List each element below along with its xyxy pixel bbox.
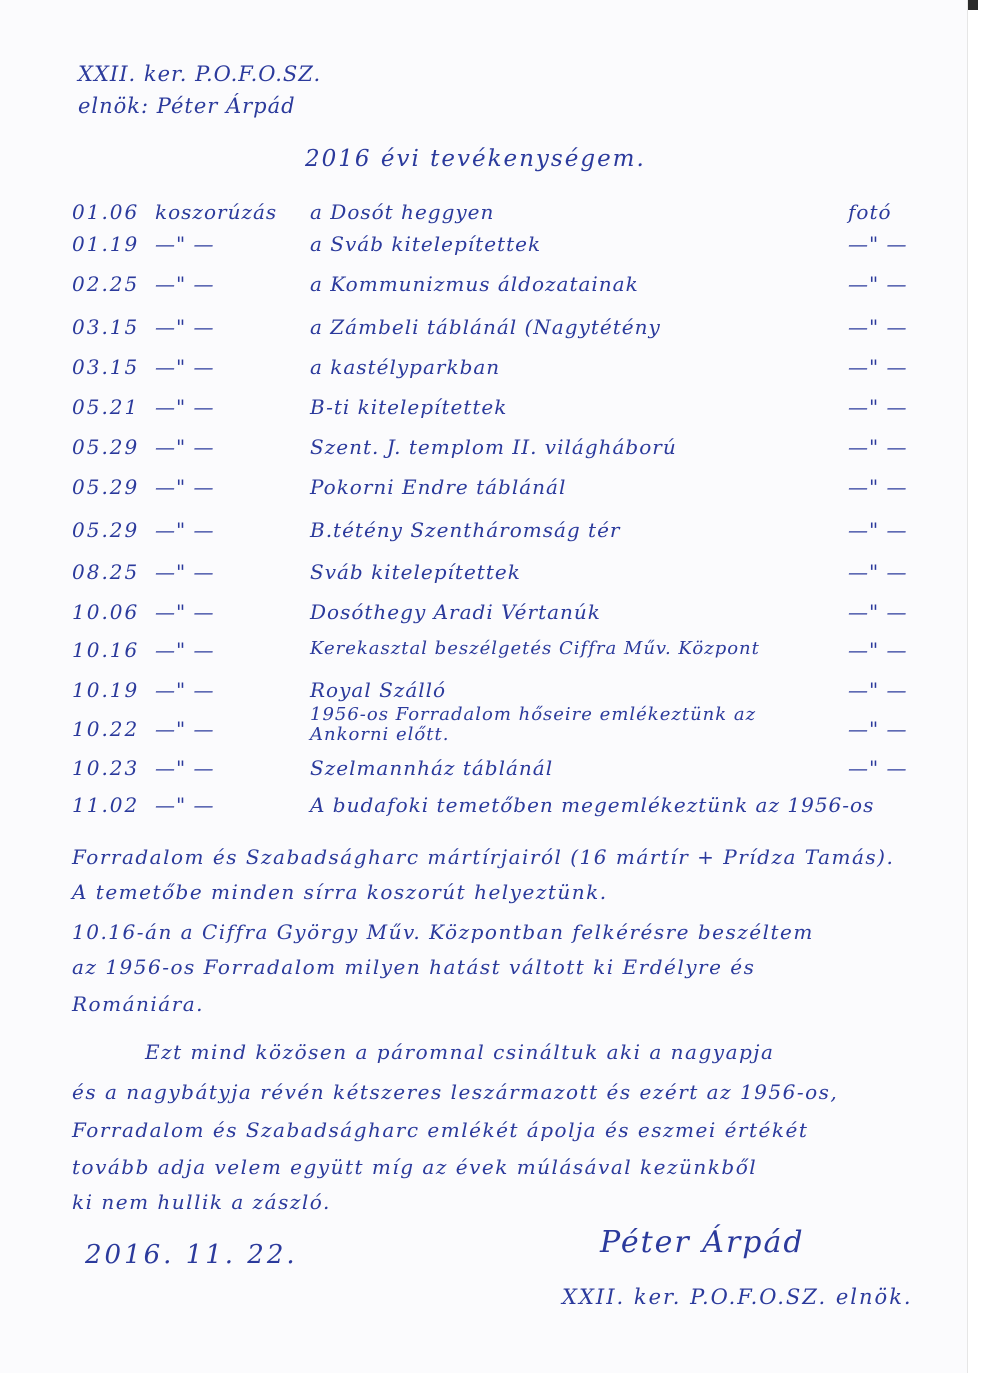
activity-description: Dosóthegy Aradi Vértanúk xyxy=(310,600,601,624)
activity-photo: —" — xyxy=(848,315,908,339)
activity-type: —" — xyxy=(155,315,215,339)
activity-row xyxy=(0,756,1000,796)
activity-date: 03.15 xyxy=(72,315,140,339)
activity-date: 10.19 xyxy=(72,678,140,702)
activity-type: —" — xyxy=(155,600,215,624)
body-line: Forradalom és Szabadságharc mártírjairól (16 mártír + Prídza Tamás). xyxy=(72,845,895,869)
activity-date: 10.06 xyxy=(72,600,140,624)
closing-line: ki nem hullik a zászló. xyxy=(72,1190,331,1214)
activity-description: Pokorni Endre táblánál xyxy=(310,475,567,499)
scan-corner-mark xyxy=(968,0,978,10)
document-title: 2016 évi tevékenységem. xyxy=(305,146,646,172)
activity-date: 05.29 xyxy=(72,475,140,499)
activity-row xyxy=(0,232,1000,272)
activity-date: 10.16 xyxy=(72,638,140,662)
activity-description: A budafoki temetőben megemlékeztünk az 1956-os xyxy=(310,793,875,817)
activity-type: —" — xyxy=(155,518,215,542)
activity-date: 05.29 xyxy=(72,435,140,459)
activity-row xyxy=(0,475,1000,515)
signature-title: XXII. ker. P.O.F.O.SZ. elnök. xyxy=(562,1285,913,1309)
activity-row xyxy=(0,705,1000,755)
activity-type: —" — xyxy=(155,793,215,817)
activity-description: Kerekasztal beszélgetés Ciffra Műv. Központ xyxy=(310,638,760,659)
activity-description: a kastélyparkban xyxy=(310,355,501,379)
activity-row xyxy=(0,435,1000,475)
activity-type: —" — xyxy=(155,560,215,584)
activity-photo: —" — xyxy=(848,756,908,780)
activity-date: 05.21 xyxy=(72,395,140,419)
activity-type: —" — xyxy=(155,435,215,459)
activity-row xyxy=(0,638,1000,678)
activity-row xyxy=(0,793,1000,833)
activity-date: 10.23 xyxy=(72,756,140,780)
activity-photo: —" — xyxy=(848,475,908,499)
activity-photo: fotó xyxy=(848,200,892,224)
activity-date: 01.19 xyxy=(72,232,140,256)
signature-name: Péter Árpád xyxy=(600,1225,805,1260)
body-line: Romániára. xyxy=(72,992,205,1016)
header-org: XXII. ker. P.O.F.O.SZ. xyxy=(78,62,322,86)
activity-type: —" — xyxy=(155,717,215,741)
activity-row xyxy=(0,600,1000,640)
activity-date: 08.25 xyxy=(72,560,140,584)
activity-date: 03.15 xyxy=(72,355,140,379)
activity-type: —" — xyxy=(155,272,215,296)
activity-row xyxy=(0,272,1000,312)
activity-date: 05.29 xyxy=(72,518,140,542)
activity-type: —" — xyxy=(155,395,215,419)
activity-photo: —" — xyxy=(848,272,908,296)
activity-row xyxy=(0,518,1000,558)
closing-line: Forradalom és Szabadságharc emlékét ápolja és eszmei értékét xyxy=(72,1118,809,1142)
activity-description: a Zámbeli táblánál (Nagytétény xyxy=(310,315,661,339)
activity-type: —" — xyxy=(155,756,215,780)
activity-photo: —" — xyxy=(848,717,908,741)
activity-row xyxy=(0,355,1000,395)
activity-row xyxy=(0,560,1000,600)
activity-description: Szent. J. templom II. világháború xyxy=(310,435,677,459)
activity-type: —" — xyxy=(155,355,215,379)
activity-description: Szelmannház táblánál xyxy=(310,756,554,780)
activity-description: Sváb kitelepítettek xyxy=(310,560,521,584)
activity-photo: —" — xyxy=(848,678,908,702)
activity-photo: —" — xyxy=(848,232,908,256)
activity-type: —" — xyxy=(155,232,215,256)
activity-photo: —" — xyxy=(848,518,908,542)
activity-row xyxy=(0,395,1000,435)
activity-description: a Sváb kitelepítettek xyxy=(310,232,542,256)
header-president: elnök: Péter Árpád xyxy=(78,94,296,118)
activity-type: —" — xyxy=(155,475,215,499)
activity-photo: —" — xyxy=(848,435,908,459)
activity-photo: —" — xyxy=(848,638,908,662)
activity-description: 1956-os Forradalom hőseire emlékeztünk az Ankorni előtt. xyxy=(310,704,757,745)
activity-description: Royal Szálló xyxy=(310,678,447,702)
activity-date: 01.06 xyxy=(72,200,140,224)
activity-date: 02.25 xyxy=(72,272,140,296)
activity-row xyxy=(0,315,1000,355)
activity-date: 11.02 xyxy=(72,793,140,817)
closing-line: Ezt mind közösen a páromnal csináltuk aki a nagyapja xyxy=(145,1040,775,1064)
activity-type: —" — xyxy=(155,678,215,702)
activity-photo: —" — xyxy=(848,600,908,624)
closing-line: és a nagybátyja révén kétszeres leszármazott és ezért az 1956-os, xyxy=(72,1080,839,1104)
body-line: az 1956-os Forradalom milyen hatást váltott ki Erdélyre és xyxy=(72,955,756,979)
body-line: A temetőbe minden sírra koszorút helyeztünk. xyxy=(72,880,608,904)
activity-photo: —" — xyxy=(848,395,908,419)
activity-photo: —" — xyxy=(848,560,908,584)
activity-description: a Dosót heggyen xyxy=(310,200,495,224)
signing-date: 2016. 11. 22. xyxy=(85,1240,298,1270)
body-line: 10.16-án a Ciffra György Műv. Központban felkérésre beszéltem xyxy=(72,920,814,944)
activity-type: koszorúzás xyxy=(155,200,278,224)
activity-description: a Kommunizmus áldozatainak xyxy=(310,272,639,296)
activity-photo: —" — xyxy=(848,355,908,379)
activity-description: B.tétény Szentháromság tér xyxy=(310,518,621,542)
closing-line: tovább adja velem együtt míg az évek múlásával kezünkből xyxy=(72,1155,758,1179)
activity-type: —" — xyxy=(155,638,215,662)
activity-description: B-ti kitelepítettek xyxy=(310,395,508,419)
activity-date: 10.22 xyxy=(72,717,140,741)
